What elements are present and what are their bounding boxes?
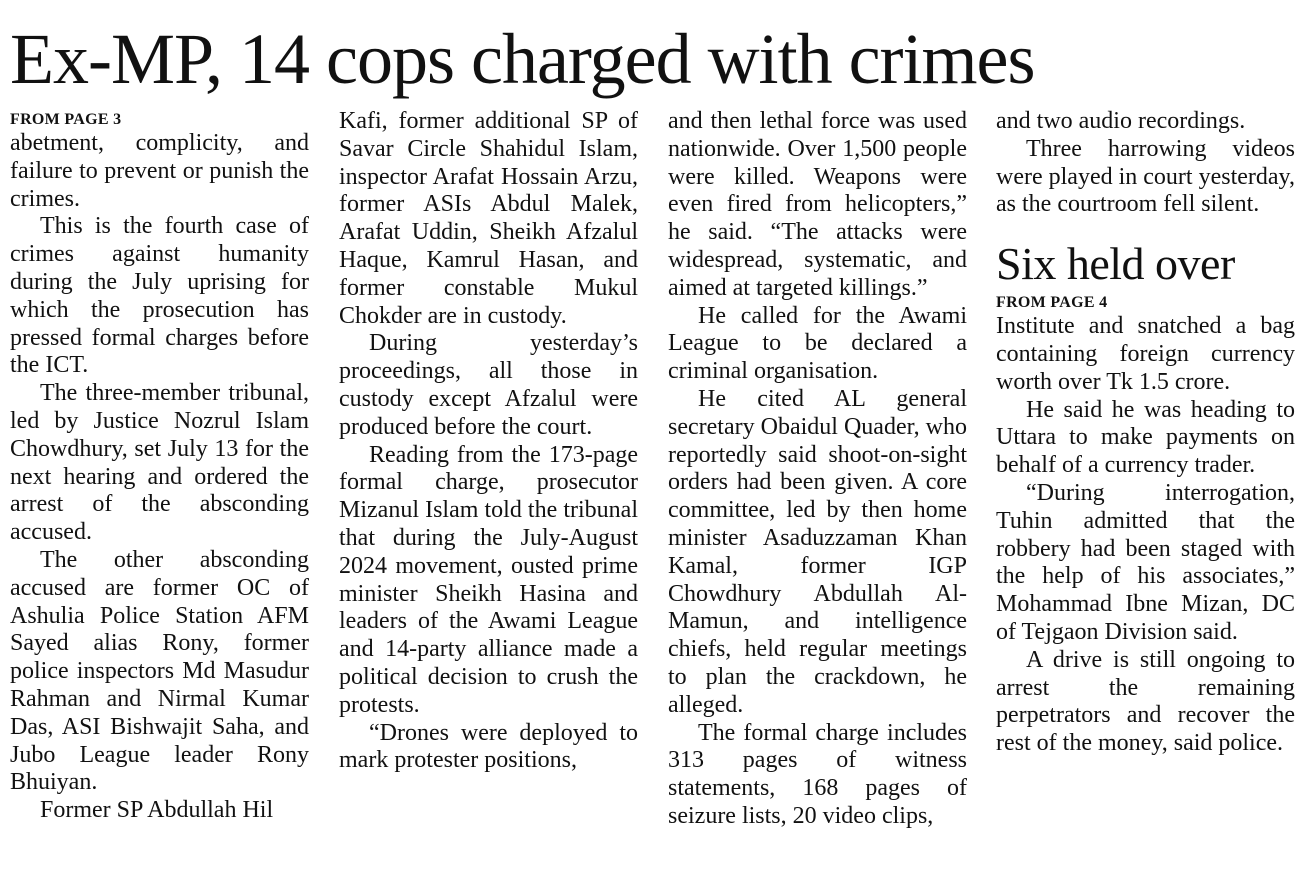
paragraph: and two audio recordings.	[996, 108, 1246, 134]
main-headline: Ex-MP, 14 cops charged with crimes	[10, 19, 1035, 99]
paragraph: Reading from the 173-page formal charge, prosecutor Mizanul Islam told the tribunal that during the July-August 2024 movement, ousted prime minister Sheikh Hasina and leaders of the Awami League and 14-party alliance made a political decision to crush the protests.	[339, 441, 638, 718]
article-column-2	[339, 108, 638, 775]
paragraph: He called for the Awami League to be declared a criminal organisation.	[668, 302, 967, 385]
jump-kicker-2: FROM PAGE 4	[996, 294, 1108, 312]
article-column-1	[10, 110, 309, 825]
paragraph: “Drones were deployed to mark protester positions,	[339, 719, 638, 774]
paragraph: Institute and snatched a bag containing foreign currency worth over Tk 1.5 crore.	[996, 313, 1295, 395]
paragraph: He cited AL general secretary Obaidul Quader, who reportedly said shoot-on-sight orders had been given. A core committee, led by then home minister Asaduzzaman Khan Kamal, former IGP Chowdhury Abdullah Al-Mamun, and intelligence chiefs, held regular meetings to plan the crackdown, he alleged.	[668, 385, 967, 718]
paragraph: During yesterday’s proceedings, all those in custody except Afzalul were produced before the court.	[339, 330, 638, 440]
paragraph: He said he was heading to Uttara to make payments on behalf of a currency trader.	[996, 396, 1295, 479]
paragraph: The other absconding accused are former OC of Ashulia Police Station AFM Sayed alias Rony, former police inspectors Md Masudur Rahman and Nirmal Kumar Das, ASI Bishwajit Saha, and Jubo League leader Rony Bhuiyan.	[10, 546, 309, 796]
paragraph: “During interrogation, Tuhin admitted that the robbery had been staged with the help of his associates,” Mohammad Ibne Mizan, DC of Tejgaon Division said.	[996, 479, 1295, 645]
article-column-3	[668, 108, 967, 831]
paragraph: abetment, complicity, and failure to prevent or punish the crimes.	[10, 130, 309, 212]
paragraph: The formal charge includes 313 pages of witness statements, 168 pages of seizure lists, 20 video clips,	[668, 719, 967, 829]
jump-kicker: FROM PAGE 3	[10, 111, 122, 128]
article-column-4	[996, 108, 1295, 758]
paragraph: The three-member tribunal, led by Justice Nozrul Islam Chowdhury, set July 13 for the next hearing and ordered the arrest of the absconding accused.	[10, 380, 309, 546]
paragraph: Former SP Abdullah Hil	[40, 797, 274, 824]
second-headline: Six held over	[996, 238, 1235, 290]
paragraph: Three harrowing videos were played in court yesterday, as the courtroom fell silent.	[996, 135, 1295, 218]
paragraph: This is the fourth case of crimes against humanity during the July uprising for which the prosecution has pressed formal charges before the ICT.	[10, 213, 309, 379]
paragraph: A drive is still ongoing to arrest the remaining perpetrators and recover the rest of the money, said police.	[996, 646, 1295, 757]
paragraph: Kafi, former additional SP of Savar Circle Shahidul Islam, inspector Arafat Hossain Arzu, former ASIs Abdul Malek, Arafat Uddin, Sheikh Afzalul Haque, Kamrul Hasan, and former constable Mukul Chokder are in custody.	[339, 108, 638, 329]
paragraph: and then lethal force was used nationwide. Over 1,500 people were killed. Weapons were even fired from helicopters,” he said. “The attacks were widespread, systematic, and aimed at targeted killings.”	[668, 108, 967, 301]
